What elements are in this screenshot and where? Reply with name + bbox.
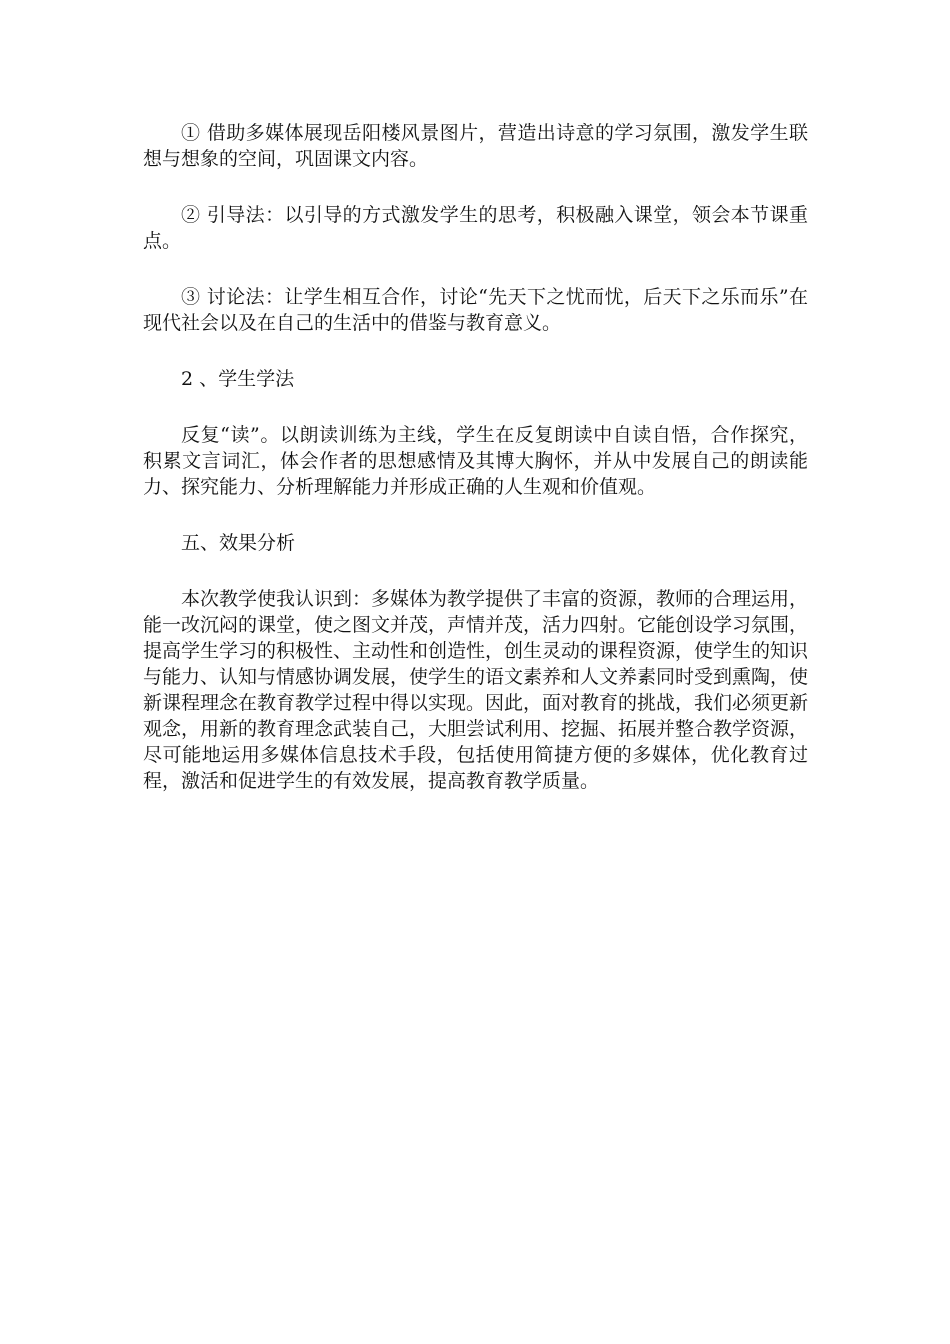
paragraph-guidance-method: ② 引导法：以引导的方式激发学生的思考，积极融入课堂，领会本节课重点。: [143, 204, 808, 252]
paragraph-student-method: 反复“读”。以朗读训练为主线，学生在反复朗读中自读自悟，合作探究，积累文言词汇，体会作者的思想感情及其博大胸怀，并从中发展自己的朗读能力、探究能力、分析理解能力并形成正确的人生观和价值观。: [143, 424, 808, 498]
section-heading-effect-analysis: 五、效果分析: [181, 532, 296, 554]
paragraph-discussion-method: ③ 讨论法：让学生相互合作，讨论“先天下之忧而忧，后天下之乐而乐”在现代社会以及在自己的生活中的借鉴与教育意义。: [143, 286, 808, 334]
section-heading-student-method: 2 、学生学法: [181, 368, 295, 390]
document-page: [143, 120, 808, 794]
paragraph-multimedia: ① 借助多媒体展现岳阳楼风景图片，营造出诗意的学习氛围，激发学生联想与想象的空间，巩固课文内容。: [143, 122, 808, 170]
paragraph-effect-analysis: 本次教学使我认识到：多媒体为教学提供了丰富的资源，教师的合理运用，能一改沉闷的课堂，使之图文并茂，声情并茂，活力四射。它能创设学习氛围，提高学生学习的积极性、主动性和创造性，创生灵动的课程资源，使学生的知识与能力、认知与情感协调发展，使学生的语文素养和人文养素同时受到熏陶，使新课程理念在教育教学过程中得以实现。因此，面对教育的挑战，我们必须更新观念，用新的教育理念武装自己，大胆尝试利用、挖掘、拓展并整合教学资源，尽可能地运用多媒体信息技术手段，包括使用简捷方便的多媒体，优化教育过程，激活和促进学生的有效发展，提高教育教学质量。: [143, 588, 809, 792]
